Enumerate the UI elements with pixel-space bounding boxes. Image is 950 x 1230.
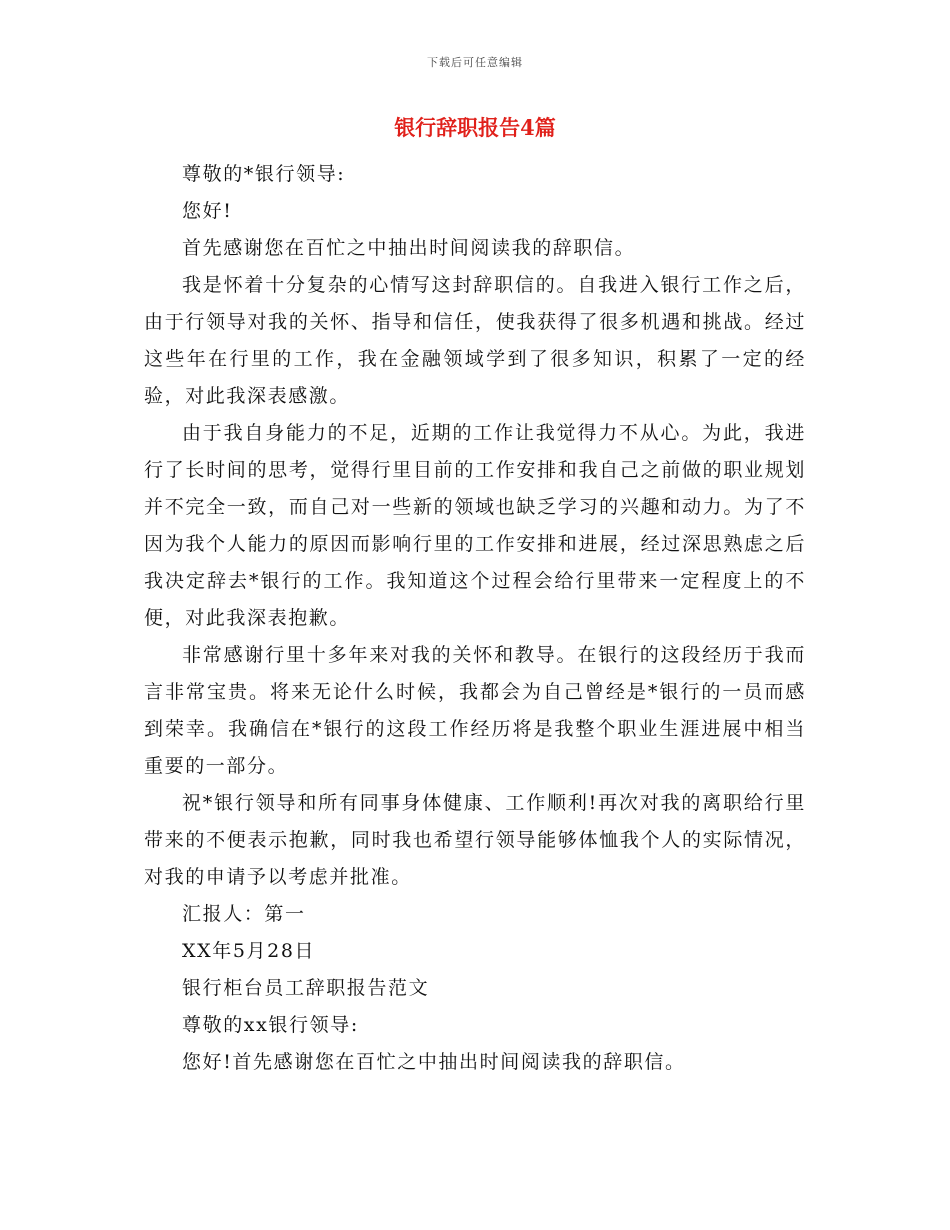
salutation: 尊敬的*银行领导:: [182, 163, 346, 185]
document-title: 银行辞职报告4篇: [394, 115, 556, 140]
body-paragraph: 非常感谢行里十多年来对我的关怀和教导。在银行的这段经历于我而言非常宝贵。将来无论什么时候，我都会为自己曾经是*银行的一员而感到荣幸。我确信在*银行的这段工作经历将是我整个职业生涯进展中相当重要的一部分。: [144, 644, 806, 777]
document-body: [144, 156, 806, 1081]
body-paragraph: 祝*银行领导和所有同事身体健康、工作顺利!再次对我的离职给行里带来的不便表示抱歉，同时我也希望行领导能够体恤我个人的实际情况，对我的申请予以考虑并批准。: [144, 792, 806, 888]
body-paragraph: 您好!首先感谢您在百忙之中抽出时间阅读我的辞职信。: [182, 1051, 686, 1073]
header-note: 下载后可任意编辑: [427, 56, 523, 69]
body-paragraph: 我是怀着十分复杂的心情写这封辞职信的。自我进入银行工作之后，由于行领导对我的关怀、指导和信任，使我获得了很多机遇和挑战。经过这些年在行里的工作，我在金融领域学到了很多知识，积累了一定的经验，对此我深表感激。: [144, 274, 806, 407]
section-heading: 银行柜台员工辞职报告范文: [182, 977, 430, 999]
signature-line: 汇报人：第一: [182, 903, 306, 925]
greeting: 您好!: [182, 200, 233, 222]
body-paragraph: 首先感谢您在百忙之中抽出时间阅读我的辞职信。: [182, 237, 636, 259]
date-line: XX年5月28日: [182, 940, 316, 962]
body-paragraph: 由于我自身能力的不足，近期的工作让我觉得力不从心。为此，我进行了长时间的思考，觉得行里目前的工作安排和我自己之前做的职业规划 并不完全一致，而自己对一些新的领域也缺乏学习的兴趣和动力。为了不因为我个人能力的原因而影响行里的工作安排和进展，经过深思熟虑之后我决定辞去*银行的工作。我知道这个过程会给行里带来一定程度上的不便，对此我深表抱歉。: [144, 422, 806, 629]
salutation: 尊敬的xx银行领导:: [182, 1014, 359, 1036]
